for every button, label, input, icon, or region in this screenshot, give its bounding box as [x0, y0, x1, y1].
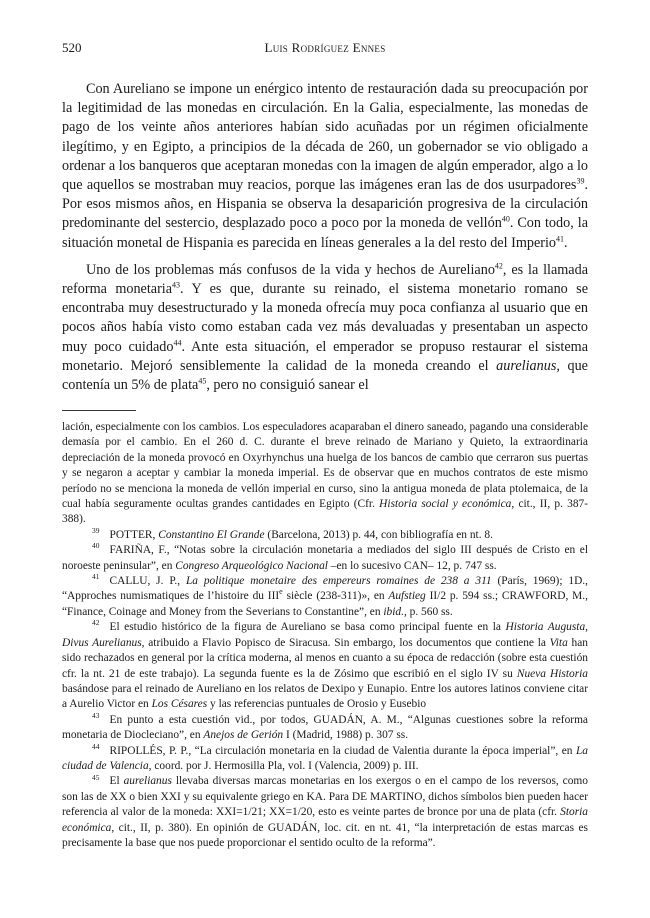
main-text — [62, 80, 588, 403]
footnote-ref-45[interactable]: 45 — [198, 376, 207, 386]
footnote-45: $^{45}$ El aurelianus llevaba diversas marcas monetarias en los exergos o en el campo de los reversos, como son las de XX o bien XXI y su equivalente griego en KA. Para DE MARTINO, dichos símbolos bien pueden hacer referencia al valor de la moneda: XXI=1/21; XX=1/20, esto es veinte partes de bronce por una de plata (cfr. Storia económica, cit., II, p. 380). En opinión de GUADÁN, loc. cit. en nt. 41, “la interpretación de estas marcas es precisamente la base que nos puede proporcionar el sentido oculto de la reforma”. — [62, 772, 588, 849]
running-header — [62, 40, 588, 60]
footnotes — [62, 420, 588, 851]
footnote-ref-39[interactable]: 39 — [576, 176, 585, 186]
footnote-ref-43[interactable]: 43 — [172, 280, 181, 290]
footnote-ref-41[interactable]: 41 — [556, 233, 564, 243]
footnote-continuation: lación, especialmente con los cambios. Los especuladores acaparaban el dinero saneado, pagando una considerable demasía por el cambio. En el 260 d. C. durante el breve reinado de Mariano y Quieto, la extraordinaria depreciación de la moneda provocó en Oxyrhynchus una huelga de los bancos de cambio que cerraron sus puertas y se negaron a aceptar y cambiar la moneda imperial. Es de observar que en muchos contratos de este mismo período no se menciona la moneda de vellón imperial en curso, sino la antigua moneda de plata ptolemaica, de la cual había seguramente ocultas grandes cantidades en Egipto (Cfr. Historia social y económica, cit., II, p. 387-388). — [62, 421, 589, 526]
footnote-ref-44[interactable]: 44 — [173, 337, 182, 347]
footnote-41: $^{41}$ CALLU, J. P., La politique monetaire des empereurs romaines de 238 a 311 (París, 1969); 1D., “Approches numismatiques de l’histoire du IIIe siècle (238-311)», en Aufstieg II/2 p. 594 ss.; CRAWFORD, M., “Finance, Coinage and Money from the Severians to Constantine”, en ibid., p. 560 ss. — [62, 572, 588, 618]
footnote-ref-42[interactable]: 42 — [494, 261, 503, 271]
footnote-39: $^{39}$ POTTER, Constantino El Grande (Barcelona, 2013) p. 44, con bibliografía en nt. 8. — [92, 526, 493, 541]
footnote-42: $^{42}$ El estudio histórico de la figura de Aureliano se basa como principal fuente en la Historia Augusta, Divus Aurelianus, atribuido a Flavio Popisco de Siracusa. Sin embargo, los documentos que contiene la Vita han sido rechazados en general por la crítica moderna, al menos en cuanto a su época de redacción (sobre esta cuestión cfr. la nt. 21 de este trabajo). La segunda fuente es la de Zósimo que escribió en el siglo IV su Nueva Historia basándose para el reinado de Aureliano en los relatos de Dexipo y Eunapio. Entre los autores latinos conviene citar a Aurelio Victor en Los Césares y las referencias puntuales de Orosio y Eusebio — [62, 618, 588, 711]
footnote-40: $^{40}$ FARIÑA, F., “Notas sobre la circulación monetaria a mediados del siglo III después de Cristo en el noroeste peninsular”, en Congreso Arqueológico Nacional –en lo sucesivo CAN– 12, p. 747 ss. — [62, 541, 588, 572]
footnote-43: $^{43}$ En punto a esta cuestión vid., por todos, GUADÁN, A. M., “Algunas cuestiones sobre la reforma monetaria de Diocleciano”, en Anejos de Gerión I (Madrid, 1988) p. 307 ss. — [62, 710, 588, 742]
footnote-44: $^{44}$ RIPOLLÉS, P. P., “La circulación monetaria en la ciudad de Valentia durante la época imperial”, en La ciudad de Valencia, coord. por J. Hermosilla Pla, vol. I (Valencia, 2009) p. III. — [62, 741, 588, 772]
paragraph-2: Uno de los problemas más confusos de la vida y hechos de Aureliano$^{42}$, es la llamada reforma monetaria$^{43}$. Y es que, durante su reinado, el sistema monetario romano se encontraba muy desestructurado y la moneda ofrecía muy poca confianza al usuario que en pocos años había visto como estaban cada vez más devaluadas y presentaban un aspecto muy poco cuidado$^{44}$. Ante esta situación, el emperador se propuso restaurar el sistema monetario. Mejoró sensiblemente la calidad de la moneda creando el aurelianus, que contenía un 5% de plata$^{45}$, pero no consiguió sanear el — [62, 261, 589, 394]
footnote-separator — [62, 410, 136, 411]
running-head-author: Luis Rodríguez Ennes — [264, 40, 386, 55]
paragraph-1: Con Aureliano se impone un enérgico intento de restauración dada su preocupación por la legitimidad de las monedas en circulación. En la Galia, especialmente, las monedas de pago de los veinte años anteriores habían sido acuñadas por un régimen oficialmente ilegítimo, y en Egipto, a principios de la década de 260, un gobernador se vio obligado a ordenar a los banqueros que aceptaran monedas con la imagen de algún emperador, algo a lo que aquellos se mostraban muy reacios, porque las imágenes eran las de dos usurpadores$^{39}$. Por esos mismos años, en Hispania se observa la desaparición progresiva de la circulación predominante del sestercio, desplazado poco a poco por la moneda de vellón$^{40}$. Con todo, la situación monetal de Hispania es parecida en líneas generales a la del resto del Imperio$^{41}$. — [62, 81, 588, 251]
footnote-ref-40[interactable]: 40 — [501, 214, 510, 224]
page-number: 520 — [62, 40, 82, 55]
